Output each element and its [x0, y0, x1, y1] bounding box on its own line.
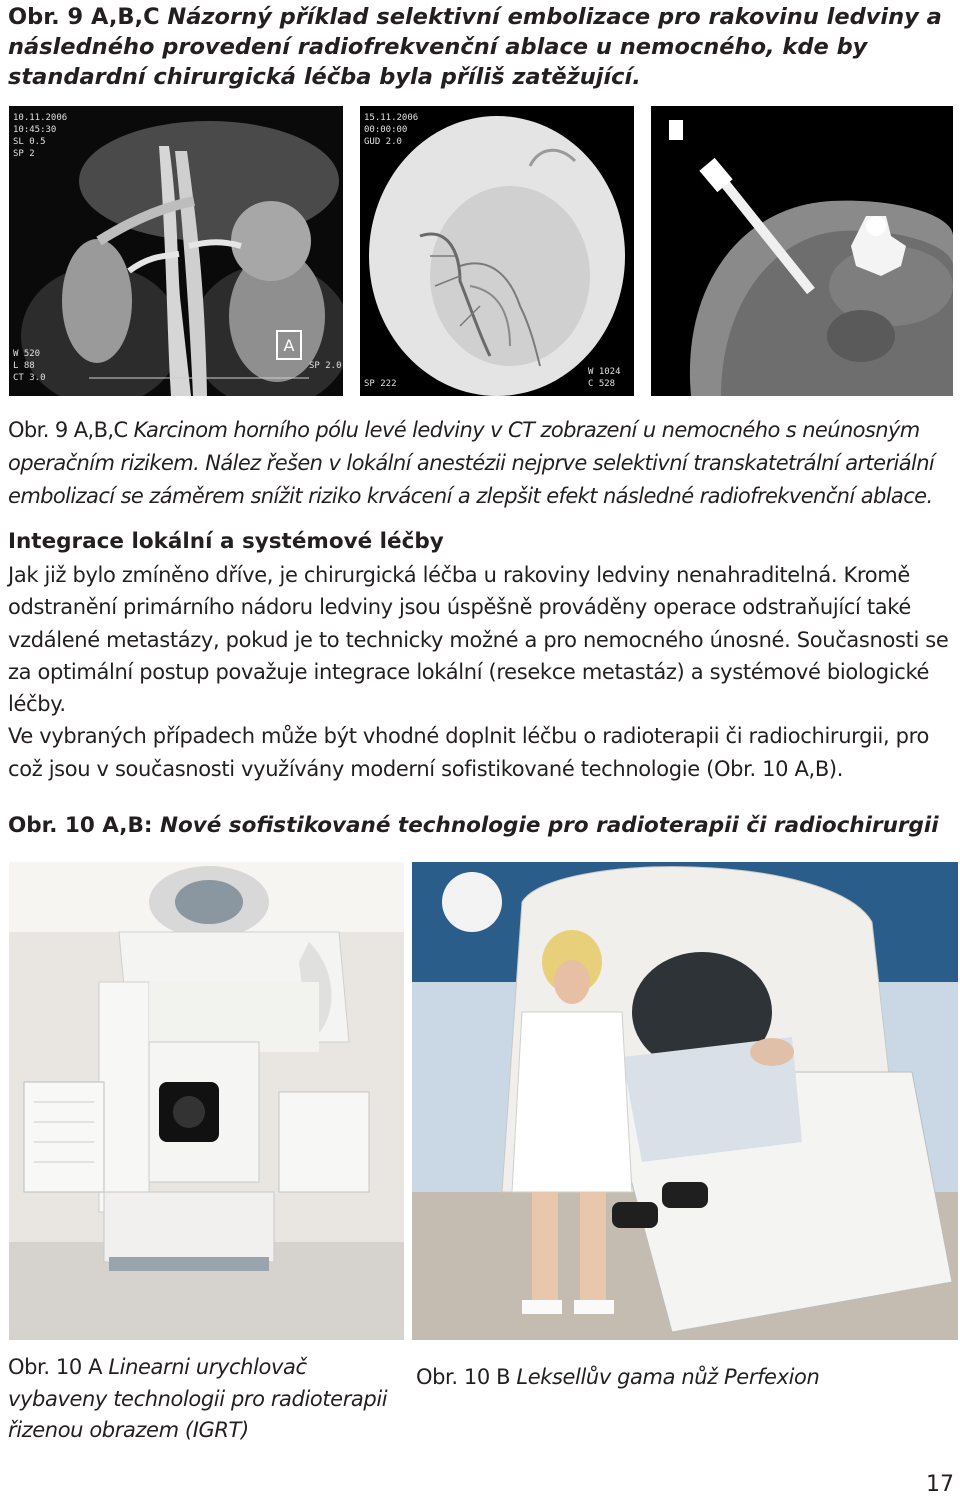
- figure-10a-caption: [8, 1352, 400, 1447]
- panel-b-readout-4: W 1024: [588, 367, 621, 377]
- section-body: [8, 559, 958, 785]
- linear-accelerator-photo-icon: [9, 862, 404, 1340]
- panel-a-label: A: [283, 336, 295, 355]
- panel-a-readout-4: W 520: [13, 349, 41, 359]
- body-paragraph-2: Ve vybraných případech může být vhodné doplnit léčbu o radioterapii či radiochirurgii, pro což jsou v současnosti využívány moderní sofistikované technologie (Obr. 10 A,B).: [8, 724, 929, 781]
- figure-9-title: [8, 2, 958, 92]
- panel-b-readout-3: SP 222: [364, 379, 397, 389]
- ct-image-icon: [9, 106, 343, 396]
- figure-10b-caption: [416, 1362, 819, 1394]
- panel-a-readout-2: SL 0.5: [13, 137, 46, 147]
- ablation-ct-image-icon: [651, 106, 953, 396]
- panel-a-readout-0: 10.11.2006: [13, 113, 68, 123]
- figure-10-title-label: Obr. 10 A,B:: [8, 813, 160, 838]
- figure-10a-caption-label: Obr. 10 A: [8, 1355, 109, 1379]
- panel-a-readout-3: SP 2: [13, 149, 35, 159]
- panel-b-readout-0: 15.11.2006: [364, 113, 419, 123]
- figure-9-caption-text: Karcinom horního pólu levé ledviny v CT zobrazení u nemocného s neúnosným operačním rizikem. Nález řešen v lokální anestézii nejprve selektivní transkatetrální arteriální embolizací se záměrem snížit riziko krvácení a zlepšit efekt následné radiofrekvenční ablace.: [8, 418, 935, 508]
- figure-10-title-text: Nové sofistikované technologie pro radioterapii či radiochirurgii: [159, 813, 939, 838]
- figure-9-title-text: Názorný příklad selektivní embolizace pro rakovinu ledviny a následného provedení radiofrekvenční ablace u nemocného, kde by standardní chirurgická léčba byla příliš zatěžující.: [8, 4, 942, 90]
- gamma-knife-photo-icon: [412, 862, 958, 1340]
- figure-10b-caption-label: Obr. 10 B: [416, 1365, 517, 1389]
- panel-b-readout-1: 00:00:00: [364, 125, 408, 135]
- page-number: 17: [926, 1472, 954, 1497]
- panel-a-readout-7: SP 2.0: [309, 361, 342, 371]
- figure-9-title-label: Obr. 9 A,B,C: [8, 4, 168, 30]
- figure-9-caption-label: Obr. 9 A,B,C: [8, 418, 134, 442]
- figure-10-title: [8, 811, 939, 841]
- section-heading: Integrace lokální a systémové léčby: [8, 529, 444, 554]
- panel-b-readout-5: C 528: [588, 379, 616, 389]
- panel-a-readout-6: CT 3.0: [13, 373, 46, 383]
- panel-a-readout-5: L 88: [13, 361, 35, 371]
- figure-9-caption: [8, 414, 958, 513]
- angiography-image-icon: [360, 106, 634, 396]
- figure-10b-caption-text: Leksellův gama nůž Perfexion: [516, 1365, 820, 1389]
- panel-a-readout-1: 10:45:30: [13, 125, 57, 135]
- figure-10a-caption-text: Linearni urychlovač vybaveny technologii pro radioterapii řizenou obrazem (IGRT): [8, 1355, 388, 1442]
- body-paragraph-1: Jak již bylo zmíněno dříve, je chirurgická léčba u rakoviny ledviny nenahraditelná. Kromě odstranění primárního nádoru ledviny jsou úspěšně prováděny operace odstraňující také vzdálené metastázy, pokud je to technicky možné a pro nemocného únosné. Současnosti se za optimální postup považuje integrace lokální (resekce metastáz) a systémové biologické léčby.: [8, 563, 949, 717]
- panel-b-readout-2: GUD 2.0: [364, 137, 402, 147]
